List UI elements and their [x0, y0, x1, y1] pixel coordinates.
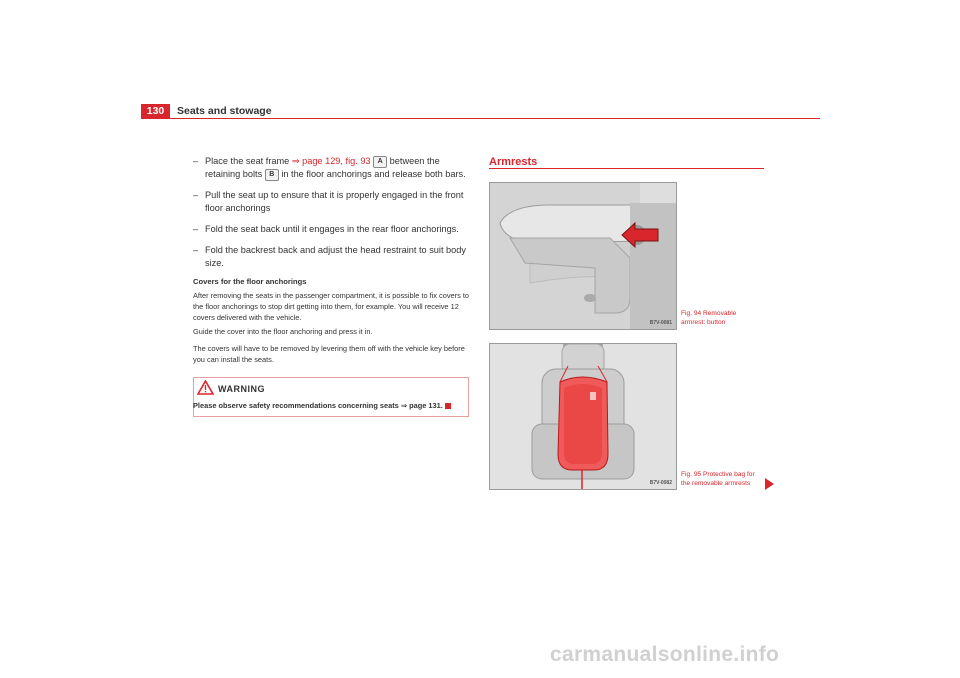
figure-caption: Fig. 94 Removable armrest: button: [681, 310, 737, 326]
warning-text-content: Please observe safety recommendations concerning seats ⇒ page 131.: [193, 401, 443, 410]
armrests-divider: [489, 168, 764, 169]
covers-paragraph: The covers will have to be removed by levering them off with the vehicle key before you can install the seats.: [193, 344, 465, 365]
armrests-heading: Armrests: [489, 156, 538, 168]
figure-code: B7V-0082: [649, 480, 672, 486]
step-dash: –: [193, 156, 199, 166]
step-text: in the floor anchorings and release both bars.: [278, 169, 466, 179]
step-dash: –: [193, 245, 199, 255]
step-text: Place the seat frame: [205, 156, 292, 166]
callout-badge-b: B: [265, 169, 279, 181]
step-item: [193, 223, 473, 236]
figure-armrest-button: [489, 182, 677, 330]
step-text: Fold the seat back until it engages in the rear floor anchorings.: [205, 224, 459, 234]
section-title: Seats and stowage: [177, 105, 272, 117]
instruction-steps: [193, 155, 473, 278]
figure-code: B7V-0081: [649, 320, 672, 326]
covers-heading: Covers for the floor anchorings: [193, 277, 307, 286]
page-link[interactable]: page 129, fig. 93: [302, 156, 371, 166]
warning-box: [193, 377, 469, 417]
warning-title: WARNING: [218, 384, 265, 394]
page-link-arrow[interactable]: ⇒: [291, 156, 300, 166]
step-item: [193, 155, 473, 181]
warning-text: [193, 401, 467, 410]
covers-paragraph: After removing the seats in the passenger compartment, it is possible to fix covers to the floor anchorings to stop dirt getting into them, for example. You will receive 12 covers delivered with the vehicle.: [193, 291, 470, 323]
step-item: [193, 189, 473, 215]
step-item: [193, 244, 473, 270]
step-dash: –: [193, 224, 199, 234]
covers-paragraph: Guide the cover into the floor anchoring and press it in.: [193, 327, 373, 336]
page-number: 130: [141, 104, 170, 119]
warning-triangle-icon: [197, 380, 214, 395]
step-text: Pull the seat up to ensure that it is properly engaged in the front floor anchorings: [205, 190, 464, 213]
header-divider: [141, 118, 820, 119]
watermark: carmanualsonline.info: [550, 643, 780, 666]
continue-arrow-icon: [765, 478, 774, 490]
callout-badge-a: A: [373, 156, 387, 168]
armrest-illustration: [490, 183, 676, 329]
end-square-icon: [445, 403, 451, 409]
protective-bag-illustration: [490, 344, 676, 489]
step-dash: –: [193, 190, 199, 200]
figure-caption: Fig. 95 Protective bag for the removable armrests: [681, 471, 755, 487]
figure-protective-bag: [489, 343, 677, 490]
step-text: between the retaining bolts: [205, 156, 440, 179]
step-text: Fold the backrest back and adjust the head restraint to suit body size.: [205, 245, 466, 268]
